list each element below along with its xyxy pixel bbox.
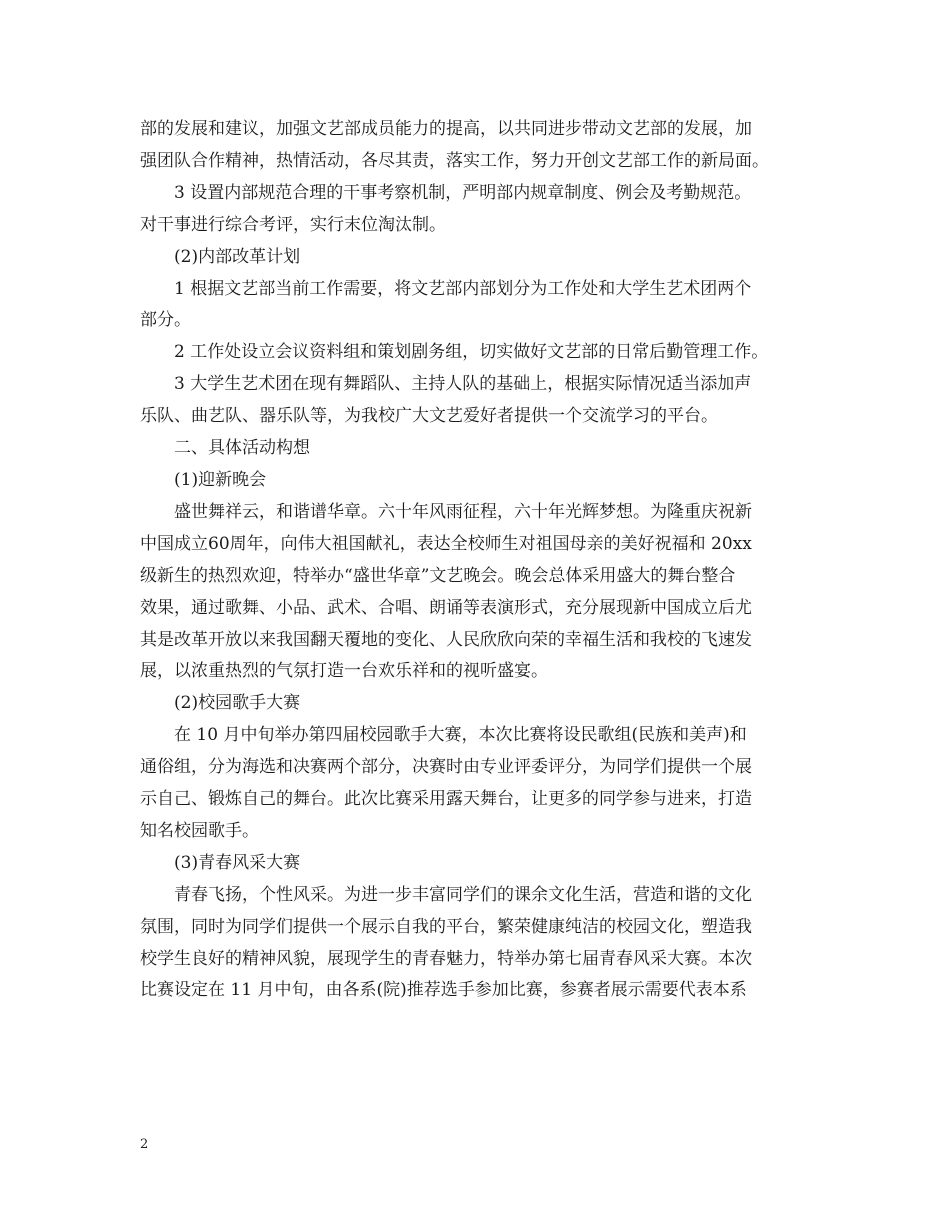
section-heading: (1)迎新晚会 xyxy=(174,469,267,490)
body-text xyxy=(140,114,812,1007)
text-line: 比赛设定在 11 月中旬，由各系(院)推荐选手参加比赛，参赛者展示需要代表本系 xyxy=(140,980,747,1001)
section-heading: (2)内部改革计划 xyxy=(174,246,301,267)
text-line: 知名校园歌手。 xyxy=(140,820,259,841)
text-line: 展，以浓重热烈的气氛打造一台欢乐祥和的视听盛宴。 xyxy=(140,661,548,682)
text-line: 1 根据文艺部当前工作需要，将文艺部内部划分为工作处和大学生艺术团两个 xyxy=(174,278,752,299)
section-heading: (3)青春风采大赛 xyxy=(174,852,301,873)
text-line: 乐队、曲艺队、器乐队等，为我校广大文艺爱好者提供一个交流学习的平台。 xyxy=(140,406,718,427)
text-line: 级新生的热烈欢迎，特举办“盛世华章”文艺晚会。晚会总体采用盛大的舞台整合 xyxy=(140,565,736,586)
text-line: 示自己、锻炼自己的舞台。此次比赛采用露天舞台，让更多的同学参与进来，打造 xyxy=(140,789,752,810)
text-line: 中国成立60周年，向伟大祖国献礼，表达全校师生对祖国母亲的美好祝福和 20xx xyxy=(140,533,752,554)
text-line: 3 大学生艺术团在现有舞蹈队、主持人队的基础上，根据实际情况适当添加声 xyxy=(174,374,752,395)
text-line: 效果，通过歌舞、小品、武术、合唱、朗诵等表演形式，充分展现新中国成立后尤 xyxy=(140,597,752,618)
page-number: 2 xyxy=(140,1137,149,1152)
section-heading: 二、具体活动构想 xyxy=(174,438,310,459)
text-line: 校学生良好的精神风貌，展现学生的青春魅力，特举办第七届青春风采大赛。本次 xyxy=(140,948,752,969)
section-heading: (2)校园歌手大赛 xyxy=(174,693,301,714)
text-line: 通俗组，分为海选和决赛两个部分，决赛时由专业评委评分，为同学们提供一个展 xyxy=(140,757,752,778)
text-line: 在 10 月中旬举办第四届校园歌手大赛，本次比赛将设民歌组(民族和美声)和 xyxy=(174,725,747,746)
text-line: 3 设置内部规范合理的干事考察机制，严明部内规章制度、例会及考勤规范。 xyxy=(174,182,752,203)
text-line: 对干事进行综合考评，实行末位淘汰制。 xyxy=(140,214,446,235)
text-line: 部分。 xyxy=(140,310,191,331)
text-line: 青春飞扬，个性风采。为进一步丰富同学们的课余文化生活，营造和谐的文化 xyxy=(174,884,752,905)
text-line: 其是改革开放以来我国翻天覆地的变化、人民欣欣向荣的幸福生活和我校的飞速发 xyxy=(140,629,752,650)
text-line: 2 工作处设立会议资料组和策划剧务组，切实做好文艺部的日常后勤管理工作。 xyxy=(174,342,769,363)
text-line: 氛围，同时为同学们提供一个展示自我的平台，繁荣健康纯洁的校园文化，塑造我 xyxy=(140,916,752,937)
text-line: 强团队合作精神，热情活动，各尽其责，落实工作，努力开创文艺部工作的新局面。 xyxy=(140,150,769,171)
text-line: 盛世舞祥云，和谐谱华章。六十年风雨征程，六十年光辉梦想。为隆重庆祝新 xyxy=(174,501,752,522)
text-line: 部的发展和建议，加强文艺部成员能力的提高，以共同进步带动文艺部的发展，加 xyxy=(140,119,752,139)
